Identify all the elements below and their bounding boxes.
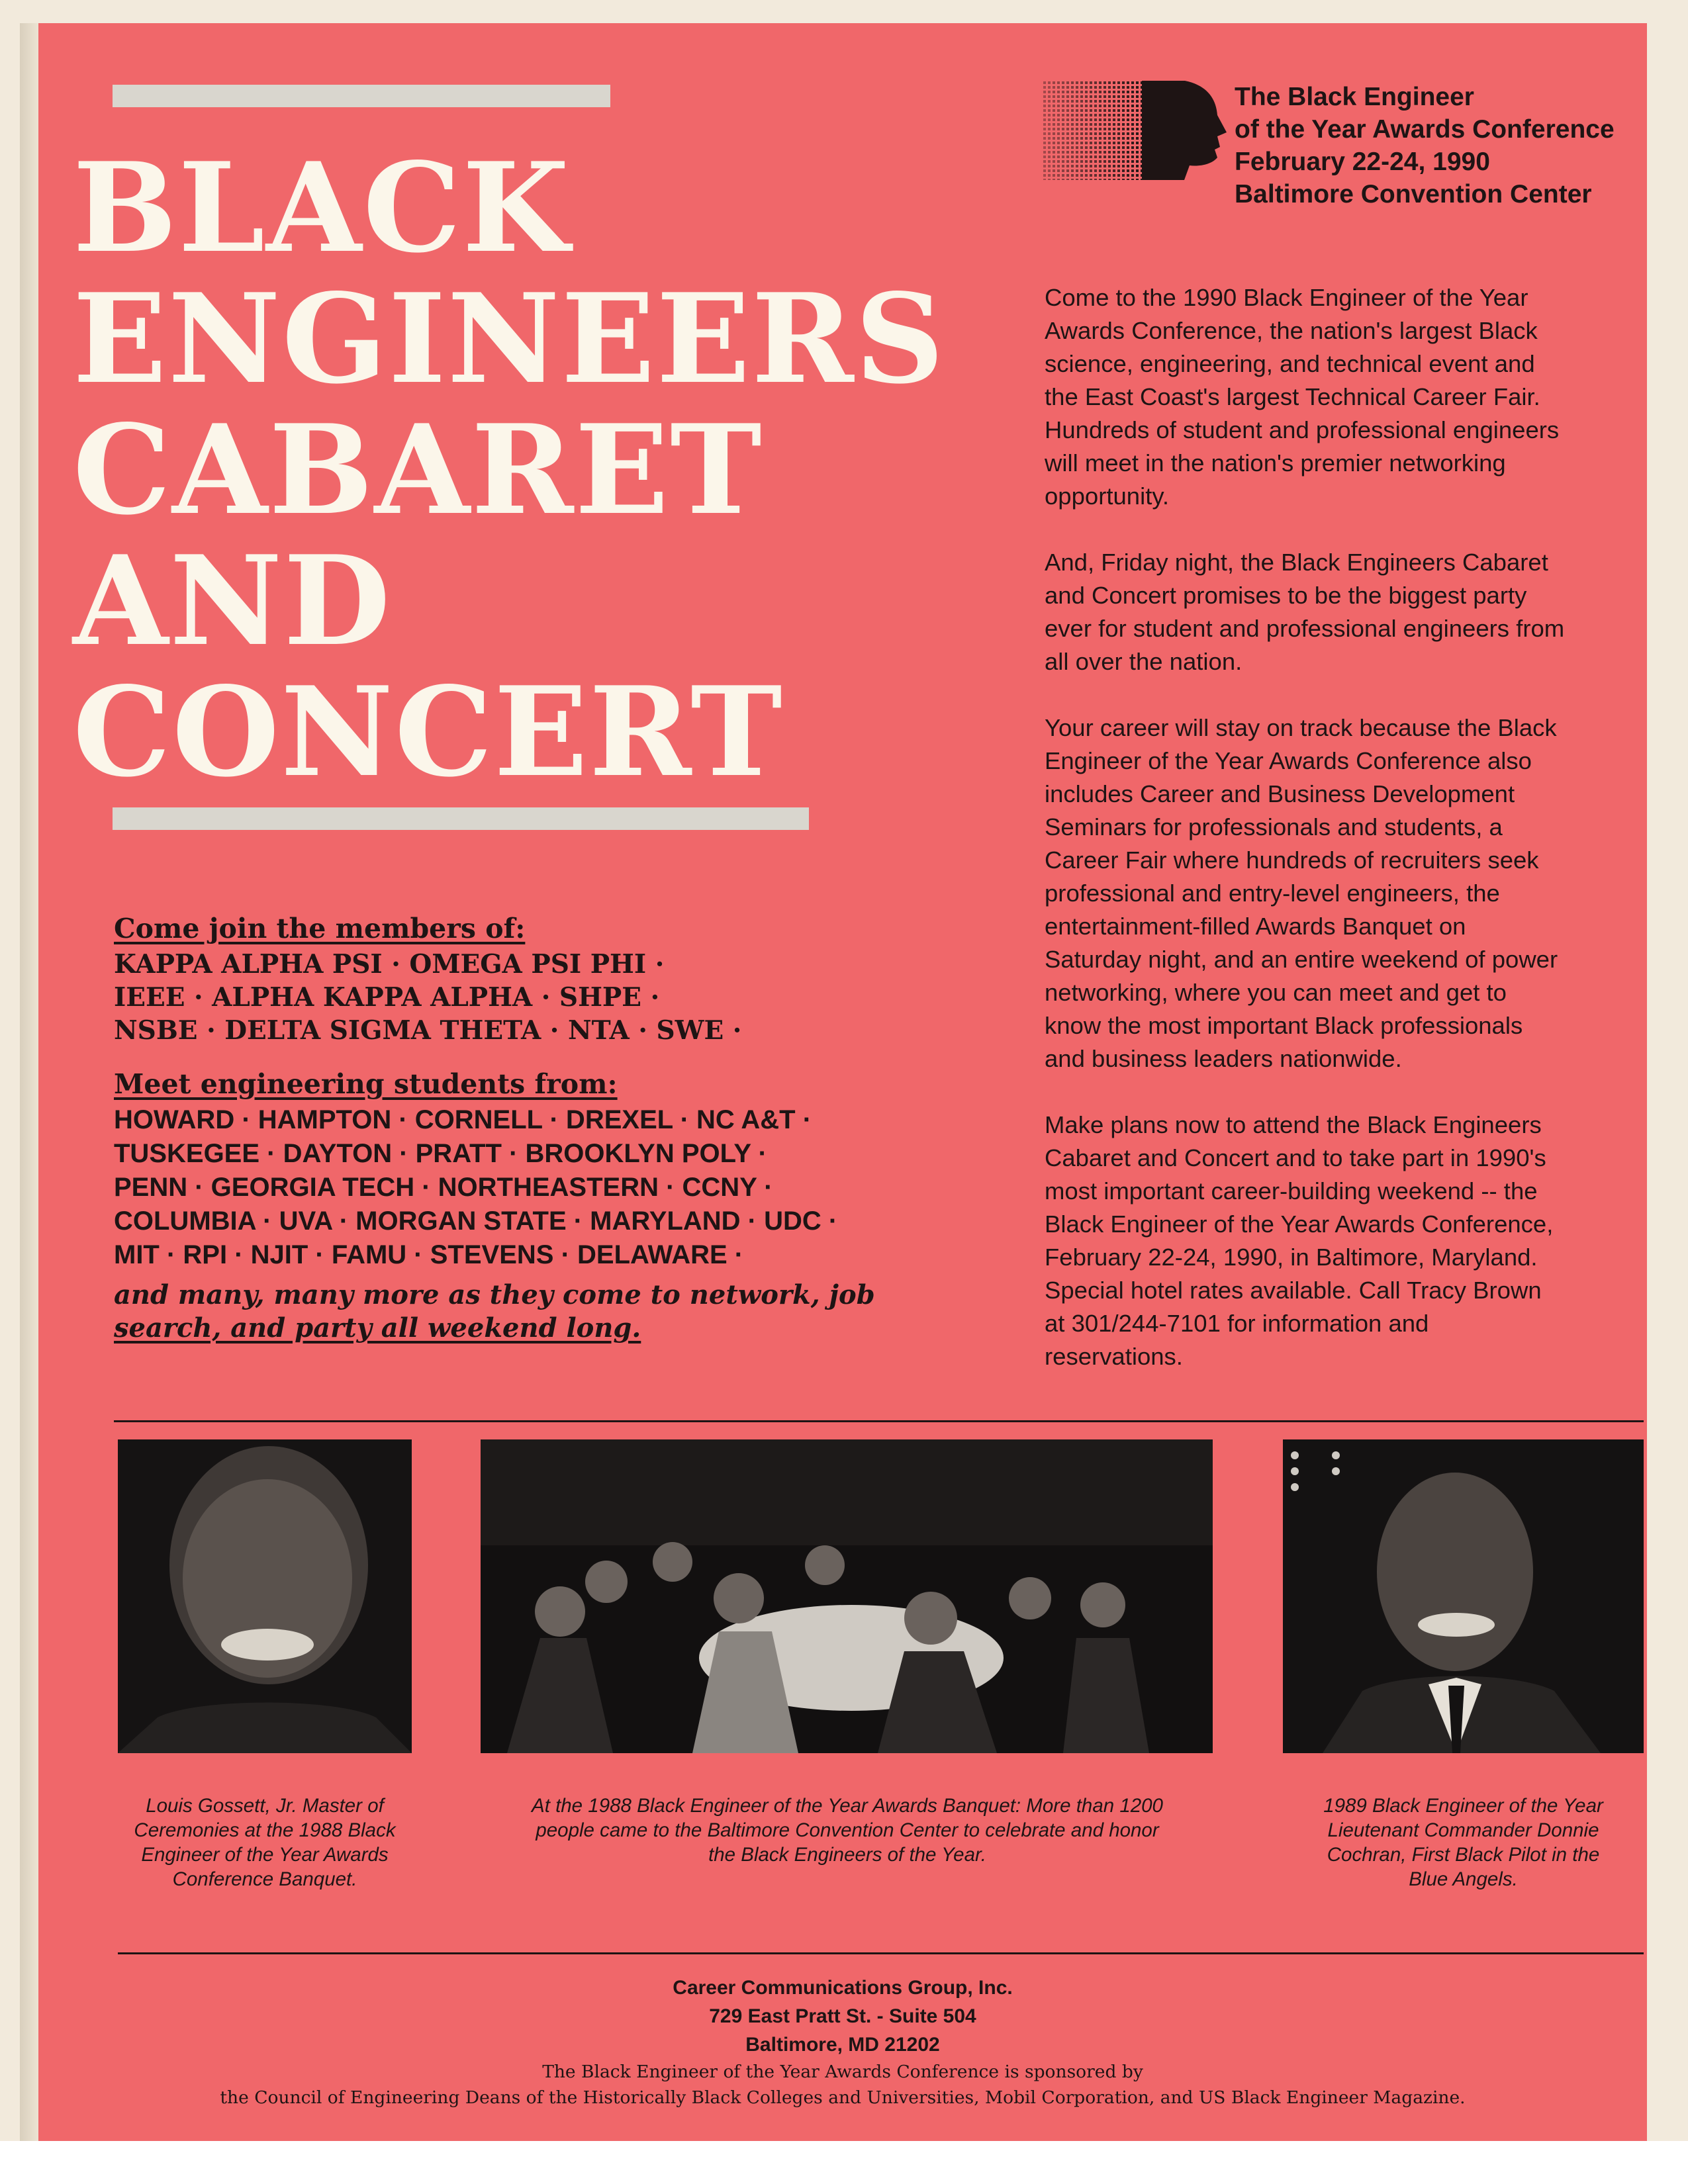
text-line: will meet in the nation's premier networking [1045,449,1506,477]
text-line: know the most important Black professionals [1045,1012,1523,1039]
school-list [114,1103,908,1272]
photo-section-divider [114,1420,1644,1422]
closing-tagline [114,1279,875,1345]
text-line: opportunity. [1045,482,1170,510]
text-line: at 301/244-7101 for information and [1045,1310,1429,1337]
body-paragraph [1045,711,1644,1075]
banquet-photo-placeholder [481,1439,1213,1753]
conference-title: of the Year Awards Conference [1235,115,1615,144]
text-line: entertainment-filled Awards Banquet on [1045,913,1466,940]
text-line: and Concert promises to be the biggest party [1045,582,1527,609]
text-line: science, engineering, and technical event and [1045,350,1535,377]
portrait-photo-placeholder [118,1439,412,1753]
caption-line: Ceremonies at the 1988 Black [134,1819,396,1841]
caption-line: people came to the Baltimore Convention Center to celebrate and honor [536,1819,1159,1841]
caption-line: At the 1988 Black Engineer of the Year Awards Banquet: More than 1200 [532,1795,1163,1817]
headline-line: BLACK [73,135,571,280]
text-line: Seminars for professionals and students, a [1045,813,1503,841]
text-line: Come to the 1990 Black Engineer of the Year [1045,284,1528,311]
school-line: COLUMBIA · UVA · MORGAN STATE · MARYLAND · UDC · [114,1206,838,1236]
text-line: professional and entry-level engineers, the [1045,880,1500,907]
organization-list [114,948,908,1047]
caption-line: Cochran, First Black Pilot in the [1327,1844,1600,1866]
photo-awards-banquet [481,1439,1213,1753]
caption-line: the Black Engineers of the Year. [708,1844,986,1866]
photo-caption [1283,1794,1644,1891]
text-line: Cabaret and Concert and to take part in 1990's [1045,1144,1546,1171]
photo-caption [463,1794,1231,1867]
photo-donnie-cochran [1283,1439,1644,1753]
text-line: Special hotel rates available. Call Tracy Brown [1045,1277,1542,1304]
text-line: Black Engineer of the Year Awards Conference, [1045,1210,1554,1238]
organization-line: NSBE · DELTA SIGMA THETA · NTA · SWE · [114,1015,742,1046]
tagline-line: search, and party all weekend long. [114,1312,641,1343]
conference-title: The Black Engineer [1235,83,1474,111]
body-column [1045,281,1644,1406]
headline-line: ENGINEERS [73,266,946,411]
caption-line: Conference Banquet. [172,1868,357,1890]
school-line: HOWARD · HAMPTON · CORNELL · DREXEL · NC A&T · [114,1105,812,1134]
school-line: TUSKEGEE · DAYTON · PRATT · BROOKLYN POLY · [114,1139,767,1168]
headline-bottom-rule [113,807,809,830]
conference-date: February 22-24, 1990 [1235,148,1490,176]
magazine-spine [20,23,38,2141]
publisher-name: Career Communications Group, Inc. [673,1977,1013,1999]
sponsor-line: The Black Engineer of the Year Awards Conference is sponsored by [542,2062,1143,2082]
text-line: Career Fair where hundreds of recruiters seek [1045,846,1539,874]
publisher-city: Baltimore, MD 21202 [745,2034,940,2056]
tagline-line: and many, many more as they come to network, job [114,1279,875,1310]
caption-line: Blue Angels. [1409,1868,1518,1890]
body-paragraph [1045,281,1644,513]
caption-line: 1989 Black Engineer of the Year [1323,1795,1603,1817]
caption-line: Louis Gossett, Jr. Master of [146,1795,384,1817]
sponsor-line: the Council of Engineering Deans of the Historically Black Colleges and Universities, Mobil Corporation, and US Black Engineer Magazine. [220,2087,1466,2108]
text-line: Hundreds of student and professional engineers [1045,416,1560,443]
text-line: Make plans now to attend the Black Engineers [1045,1111,1542,1138]
headline-line: CABARET [73,397,763,542]
text-line: ever for student and professional engineers from [1045,615,1565,642]
members-heading: Come join the members of: [114,913,526,944]
organization-line: IEEE · ALPHA KAPPA ALPHA · SHPE · [114,982,660,1013]
text-line: and business leaders nationwide. [1045,1045,1402,1072]
text-line: February 22-24, 1990, in Baltimore, Maryland. [1045,1244,1538,1271]
conference-venue: Baltimore Convention Center [1235,180,1592,208]
publisher-street: 729 East Pratt St. - Suite 504 [709,2005,976,2027]
portrait-photo-placeholder [1283,1439,1644,1753]
headline-top-rule [113,85,610,107]
publisher-address [38,1974,1647,2059]
text-line: Awards Conference, the nation's largest Black [1045,317,1538,344]
text-line: Engineer of the Year Awards Conference also [1045,747,1532,774]
text-line: And, Friday night, the Black Engineers Cabaret [1045,549,1548,576]
text-line: networking, where you can meet and get to [1045,979,1507,1006]
headline-line: CONCERT [73,659,784,804]
school-line: MIT · RPI · NJIT · FAMU · STEVENS · DELAWARE · [114,1240,744,1269]
students-heading: Meet engineering students from: [114,1068,618,1100]
body-paragraph [1045,1109,1644,1373]
body-paragraph [1045,546,1644,678]
conference-info [1235,81,1645,210]
footer-divider [118,1952,1644,1954]
headline [73,135,1026,804]
text-line: Saturday night, and an entire weekend of power [1045,946,1558,973]
school-line: PENN · GEORGIA TECH · NORTHEASTERN · CCNY · [114,1173,773,1202]
caption-line: Engineer of the Year Awards [141,1844,389,1866]
photo-louis-gossett [118,1439,412,1753]
text-line: Your career will stay on track because the Black [1045,714,1557,741]
photo-caption [118,1794,412,1891]
organization-line: KAPPA ALPHA PSI · OMEGA PSI PHI · [114,949,665,979]
scan-bottom-edge [0,2141,1688,2184]
sponsor-statement [38,2059,1647,2111]
headline-line: AND [73,528,392,673]
text-line: all over the nation. [1045,648,1243,675]
text-line: most important career-building weekend -- the [1045,1177,1538,1205]
caption-line: Lieutenant Commander Donnie [1327,1819,1599,1841]
text-line: includes Career and Business Development [1045,780,1515,807]
halftone-head-profile-icon [1043,81,1228,180]
text-line: the East Coast's largest Technical Career Fair. [1045,383,1540,410]
text-line: reservations. [1045,1343,1183,1370]
